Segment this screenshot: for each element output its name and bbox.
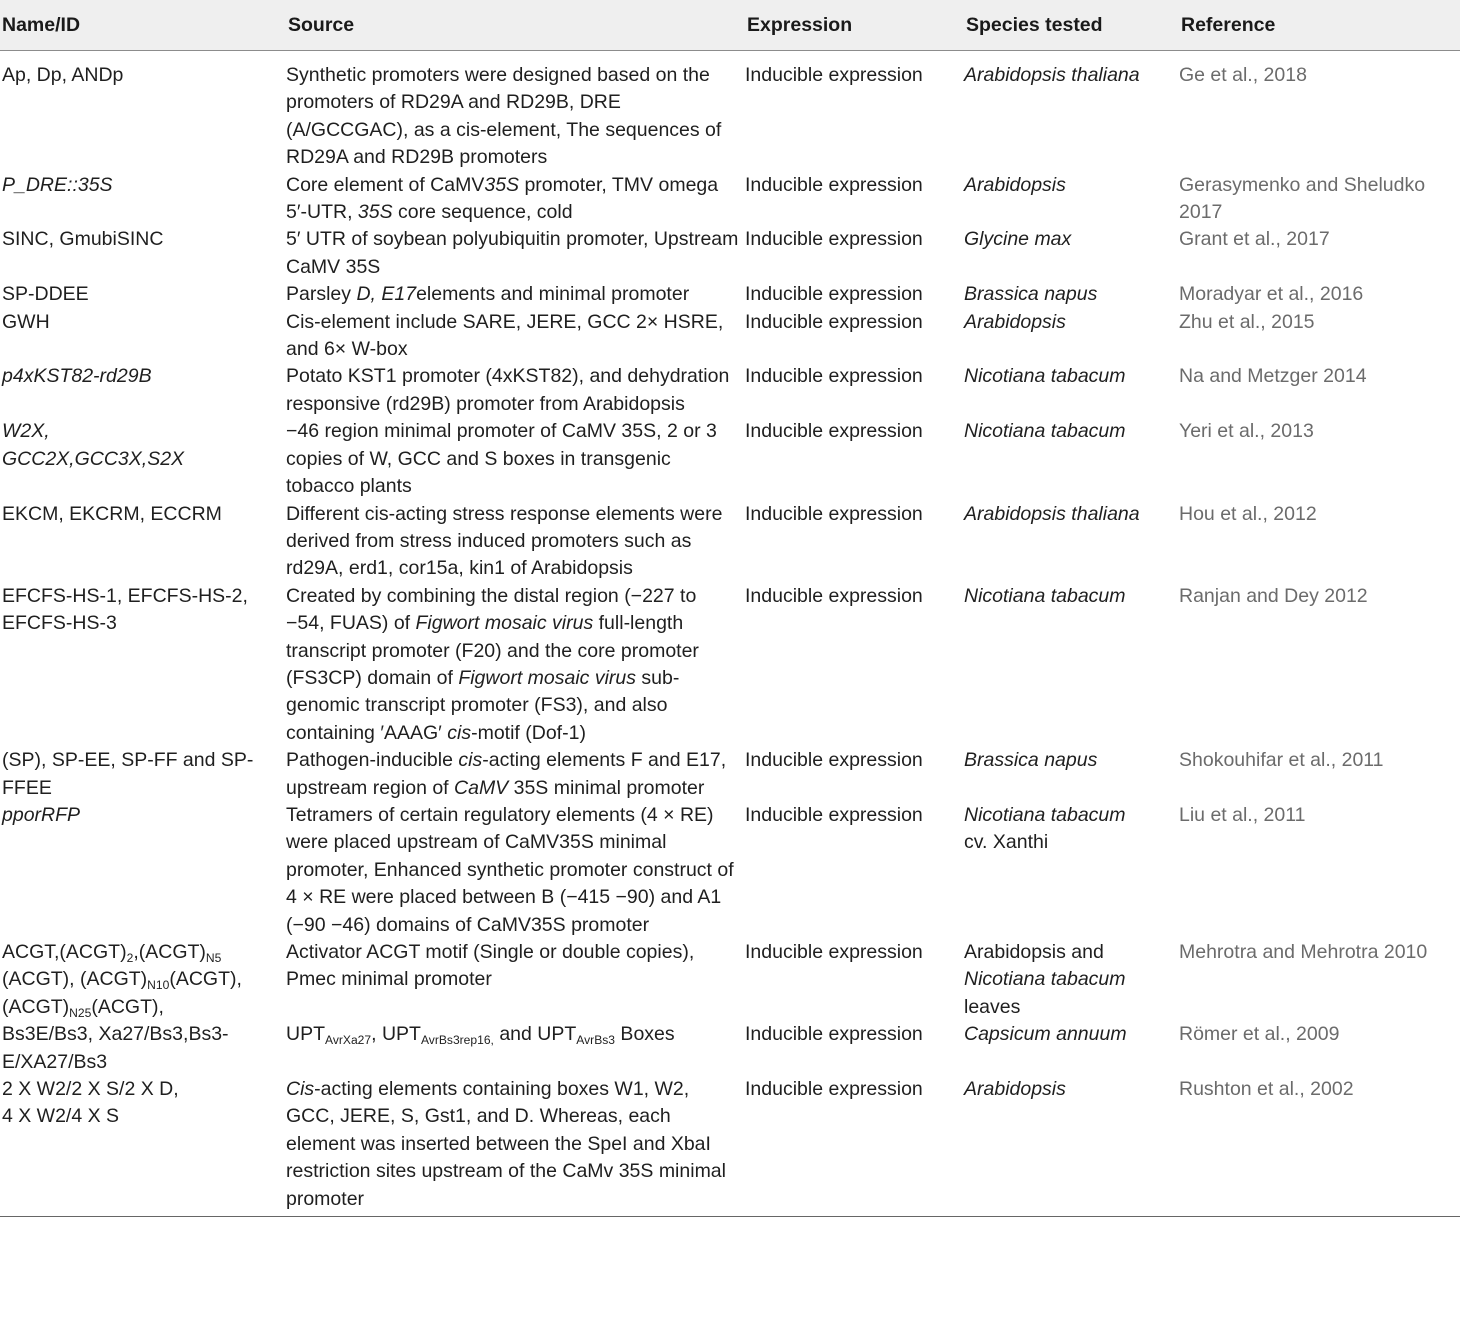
cell-species: Nicotiana tabacum cv. Xanthi [964,803,1126,854]
cell-species: Nicotiana tabacum [964,584,1126,607]
cell-expression: Inducible expression [745,584,923,607]
cell-source: Potato KST1 promoter (4xKST82), and dehydration responsive (rd29B) promoter from Arabidopsis [286,365,730,415]
table-row [0,309,1460,364]
cell-reference: Ranjan and Dey 2012 [1179,584,1368,607]
header-expression: Expression [745,0,964,51]
header-reference: Reference [1179,0,1460,51]
cell-species: Brassica napus [964,749,1098,772]
cell-reference: Grant et al., 2017 [1179,228,1330,251]
cell-source: Activator ACGT motif (Single or double copies), Pmec minimal promoter [286,941,695,991]
cell-name: GWH [2,310,50,333]
cell-expression: Inducible expression [745,749,923,772]
table-row [0,802,1460,939]
cell-species: Arabidopsis [964,310,1066,333]
cell-source: −46 region minimal promoter of CaMV 35S, 2 or 3 copies of W, GCC and S boxes in transgenic tobacco plants [286,420,717,498]
cell-source: Cis-element include SARE, JERE, GCC 2× HSRE, and 6× W-box [286,310,724,361]
header-name: Name/ID [0,0,286,51]
cell-source: 5′ UTR of soybean polyubiquitin promoter, Upstream CaMV 35S [286,228,739,278]
cell-species: Nicotiana tabacum [964,420,1126,443]
cell-source: Core element of CaMV35S promoter, TMV omega 5′-UTR, 35S core sequence, cold [286,173,719,224]
cell-reference: Na and Metzger 2014 [1179,365,1367,388]
cell-name: $ACGT,(ACGT)_2,(ACGT)_{N5}$ (ACGT), $(ACGT)_{N10}(ACGT)$, $(ACGT)_{N25}(ACGT)$, [2,941,242,1021]
cell-reference: Rushton et al., 2002 [1179,1076,1460,1217]
cell-species: Arabidopsis and Nicotiana tabacum leaves [964,941,1126,1018]
cell-species: Arabidopsis thaliana [964,64,1140,86]
cell-reference: Yeri et al., 2013 [1179,420,1314,443]
cell-species: Arabidopsis [964,1076,1179,1217]
cell-expression: Inducible expression [745,420,923,443]
table-row [0,226,1460,281]
table-header-row [0,0,1460,51]
cell-reference: Ge et al., 2018 [1179,64,1307,86]
cell-name: Ap, Dp, ANDp [2,64,124,86]
cell-species: Glycine max [964,228,1072,251]
cell-source: Synthetic promoters were designed based on the promoters of RD29A and RD29B, DRE (A/GCCGAC), as a cis-element, The sequences of RD29A and RD29B promoters [286,64,722,169]
cell-expression: Inducible expression [745,941,923,963]
cell-expression: Inducible expression [745,173,923,196]
cell-name: SP-DDEE [2,283,89,306]
cell-reference: Moradyar et al., 2016 [1179,283,1364,306]
cell-source: Different cis-acting stress response elements were derived from stress induced promoters such as rd29A, erd1, cor15a, kin1 of Arabidopsis [286,502,723,580]
cell-reference: Liu et al., 2011 [1179,803,1306,826]
table-row [0,172,1460,227]
cell-source: $UPT_{AvrXa27}$, $UPT_{AvrBs3rep16,}$ and $UPT_{AvrBs3}$ Boxes [286,1023,675,1048]
cell-source: Pathogen-inducible cis-acting elements F and E17, upstream region of CaMV 35S minimal promoter [286,749,727,799]
cell-species: Capsicum annuum [964,1023,1127,1046]
table-row [0,363,1460,418]
table-row [0,583,1460,747]
cell-name: EFCFS-HS-1, EFCFS-HS-2, EFCFS-HS-3 [2,584,248,635]
cell-name: SINC, GmubiSINC [2,228,164,251]
cell-expression: Inducible expression [745,1023,923,1046]
cell-expression: Inducible expression [745,502,923,525]
cell-name: Bs3E/Bs3, Xa27/Bs3,Bs3-E/XA27/Bs3 [2,1023,229,1073]
cell-name: 2 X W2/2 X S/2 X D, 4 X W2/4 X S [0,1076,286,1217]
cell-species: Nicotiana tabacum [964,365,1126,388]
cell-name: (SP), SP-EE, SP-FF and SP-FFEE [2,749,254,799]
table-row [0,1021,1460,1076]
cell-expression: Inducible expression [745,365,923,388]
table-row [0,747,1460,802]
header-source: Source [286,0,745,51]
cell-expression: Inducible expression [745,803,923,826]
cell-reference: Mehrotra and Mehrotra 2010 [1179,941,1428,963]
cell-name: pporRFP [2,803,81,826]
table-row [0,501,1460,583]
table-row [0,418,1460,500]
cell-expression: Inducible expression [745,228,923,251]
cell-source: Cis-acting elements containing boxes W1, W2, GCC, JERE, S, Gst1, and D. Whereas, each element was inserted between the SpeI and XbaI restriction sites upstream of the CaMv 35S minimal promoter [286,1076,745,1217]
cell-expression: Inducible expression [745,64,923,86]
cell-name: W2X, GCC2X,GCC3X,S2X [2,420,185,470]
cell-expression: Inducible expression [745,283,923,306]
cell-reference: Gerasymenko and Sheludko 2017 [1179,173,1426,224]
cell-reference: Hou et al., 2012 [1179,502,1317,525]
cell-reference: Römer et al., 2009 [1179,1023,1340,1046]
table-row [0,281,1460,308]
cell-species: Arabidopsis thaliana [964,502,1140,525]
cell-source: Created by combining the distal region (−227 to −54, FUAS) of Figwort mosaic virus full-length transcript promoter (F20) and the core promoter (FS3CP) domain of Figwort mosaic virus sub-genomic transcript promoter (FS3), and also containing ′AAAG′ cis-motif (Dof-1) [286,584,699,744]
cell-reference: Zhu et al., 2015 [1179,310,1315,333]
cell-source: Parsley D, E17elements and minimal promoter [286,283,690,306]
cell-expression: Inducible expression [745,1076,964,1217]
table-row [0,939,1460,1021]
cell-source: Tetramers of certain regulatory elements (4 × RE) were placed upstream of CaMV35S minimal promoter, Enhanced synthetic promoter construct of 4 × RE were placed between B (−415 −90) and A1 (−90 −46) domains of CaMV35S promoter [286,803,734,936]
cell-reference: Shokouhifar et al., 2011 [1179,749,1384,772]
table-row [0,1076,1460,1217]
header-species: Species tested [964,0,1179,51]
cell-species: Arabidopsis [964,173,1066,196]
cell-expression: Inducible expression [745,310,923,333]
cell-species: Brassica napus [964,283,1098,306]
table-row [0,51,1460,172]
cell-name: p4xKST82-rd29B [2,365,152,388]
cell-name: EKCM, EKCRM, ECCRM [2,502,222,525]
cell-name: P_DRE::35S [2,173,113,196]
